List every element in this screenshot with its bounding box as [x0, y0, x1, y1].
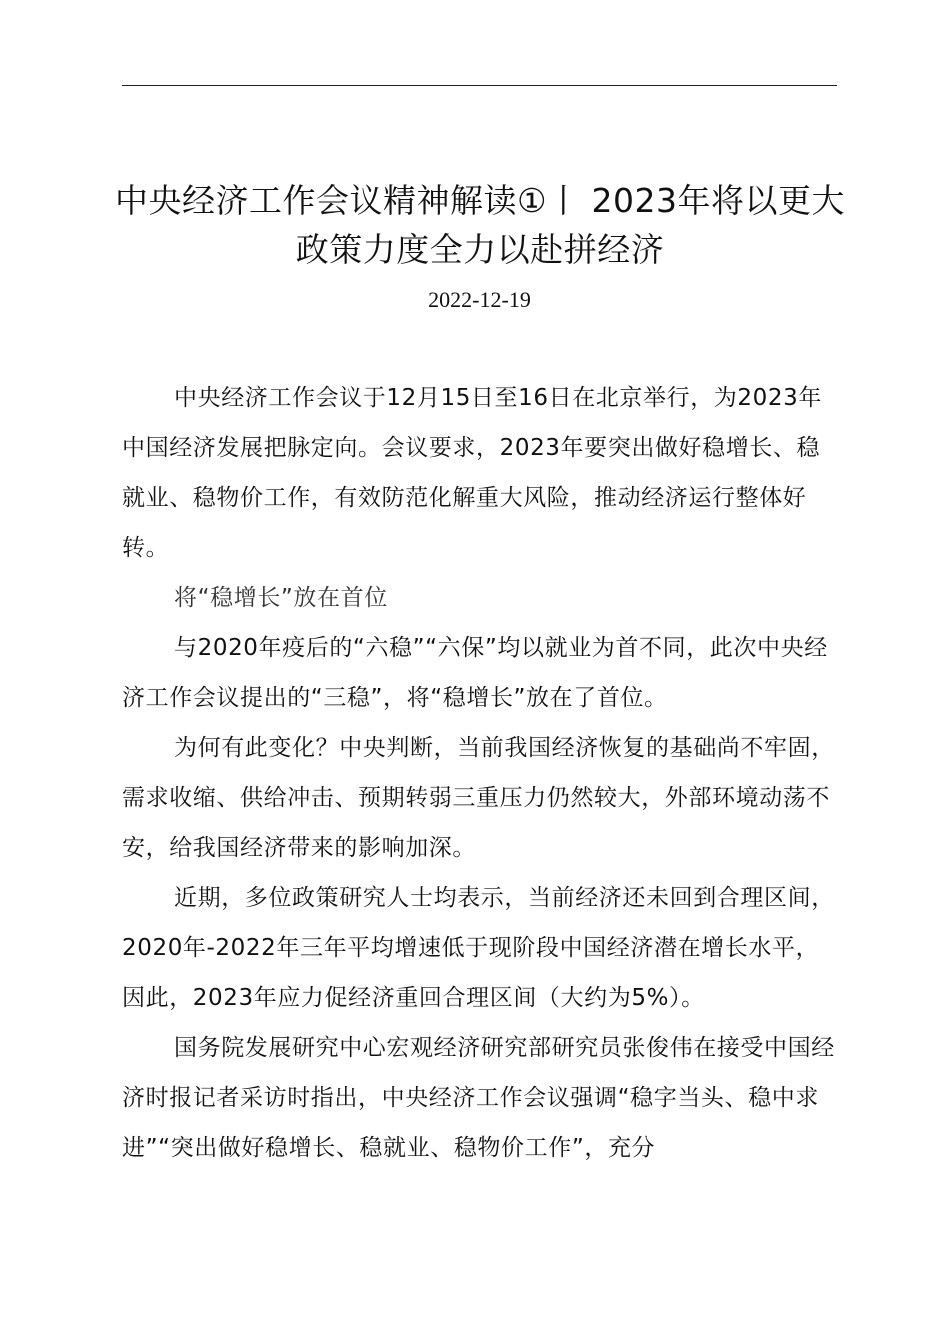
paragraph: 近期，多位政策研究人士均表示，当前经济还未回到合理区间，2020年-2022年三年平均增速低于现阶段中国经济潜在增长水平，因此，2023年应力促经济重回合理区间（大约为5%）。 [122, 885, 835, 1011]
article-date: 2022-12-19 [428, 287, 531, 312]
paragraph: 与2020年疫后的“六稳”“六保”均以就业为首不同，此次中央经济工作会议提出的“三稳”，将“稳增长”放在了首位。 [122, 635, 828, 711]
paragraph: 中央经济工作会议于12月15日至16日在北京举行，为2023年中国经济发展把脉定向。会议要求，2023年要突出做好稳增长、稳就业、稳物价工作，有效防范化解重大风险，推动经济运行整体好转。 [122, 385, 822, 561]
paragraph: 为何有此变化？中央判断，当前我国经济恢复的基础尚不牢固，需求收缩、供给冲击、预期转弱三重压力仍然较大，外部环境动荡不安，给我国经济带来的影响加深。 [122, 735, 835, 861]
section-heading: 将“稳增长”放在首位 [174, 585, 388, 611]
header-rule [122, 85, 837, 86]
article-title: 中央经济工作会议精神解读①丨 2023年将以更大政策力度全力以赴拼经济 [114, 181, 846, 269]
paragraph: 国务院发展研究中心宏观经济研究部研究员张俊伟在接受中国经济时报记者采访时指出，中央经济工作会议强调“稳字当头、稳中求进”“突出做好稳增长、稳就业、稳物价工作”，充分 [122, 1035, 835, 1161]
article-body [122, 373, 837, 1173]
